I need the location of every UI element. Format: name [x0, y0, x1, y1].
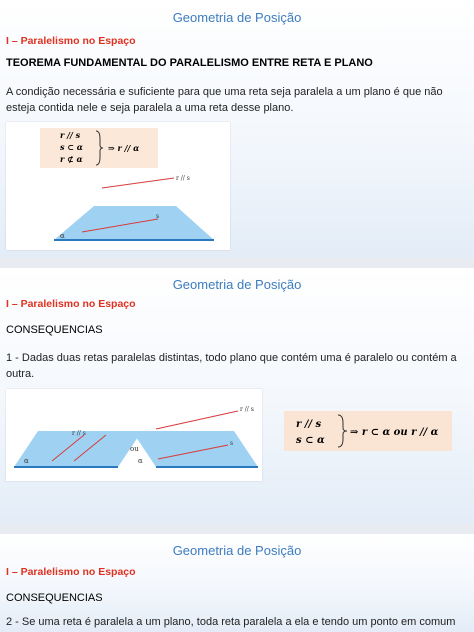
left-label-r-parallel-s: r // s: [72, 430, 86, 437]
section-label: I – Paralelismo no Espaço: [6, 35, 136, 47]
right-label-r-parallel-s: r // s: [240, 406, 254, 413]
consequences-heading: CONSEQUENCIAS: [6, 324, 103, 336]
formula-line-1: r // s: [296, 419, 322, 430]
slide-2: [0, 268, 474, 524]
consequence-figure: [6, 389, 262, 481]
consequence-2-text: 2 - Se uma reta é paralela a um plano, toda reta paralela a ela e tendo um ponto em comum: [6, 616, 456, 628]
slide-1: [0, 0, 474, 258]
brace-icon: [338, 415, 347, 447]
theorem-figure: [6, 122, 230, 250]
right-line-r: [156, 411, 238, 429]
label-s: s: [156, 213, 160, 220]
formula-conclusion: ⇒ r ⊂ α ou r // α: [350, 427, 439, 438]
slide-3: [0, 534, 474, 632]
consequence-diagram: [6, 389, 262, 481]
right-label-alpha: α: [138, 457, 143, 465]
theorem-heading: TEOREMA FUNDAMENTAL DO PARALELISMO ENTRE RETA E PLANO: [6, 57, 373, 69]
section-label: I – Paralelismo no Espaço: [6, 566, 136, 578]
label-r-parallel-s: r // s: [176, 175, 190, 182]
right-plane: [132, 431, 258, 467]
theorem-diagram: [6, 122, 230, 250]
left-label-alpha: α: [24, 457, 29, 465]
formula-svg: [284, 411, 452, 451]
slide-title: Geometria de Posição: [172, 277, 302, 292]
slide-title: Geometria de Posição: [172, 10, 302, 25]
consequence-1-text: 1 - Dadas duas retas paralelas distintas, todo plano que contém uma é paralelo ou contém a outra.: [6, 352, 457, 380]
label-alpha: α: [60, 232, 65, 240]
theorem-text: A condição necessária e suficiente para que uma reta seja paralela a um plano é que não esteja contida nele e seja paralela a uma reta desse plano.: [6, 86, 443, 114]
line-r: [102, 178, 174, 188]
hypothesis-line-1: r // s: [60, 130, 81, 140]
hypothesis-line-2: s ⊂ α: [60, 142, 83, 152]
hypothesis-line-3: r ⊄ α: [60, 154, 83, 164]
slide-title: Geometria de Posição: [172, 543, 302, 558]
conclusion: ⇒ r // α: [108, 143, 140, 153]
right-label-s: s: [230, 440, 234, 447]
formula-line-2: s ⊂ α: [296, 435, 325, 446]
consequence-formula: [284, 411, 452, 451]
consequences-heading: CONSEQUENCIAS: [6, 592, 103, 604]
or-label: ou: [130, 445, 139, 453]
section-label: I – Paralelismo no Espaço: [6, 298, 136, 310]
